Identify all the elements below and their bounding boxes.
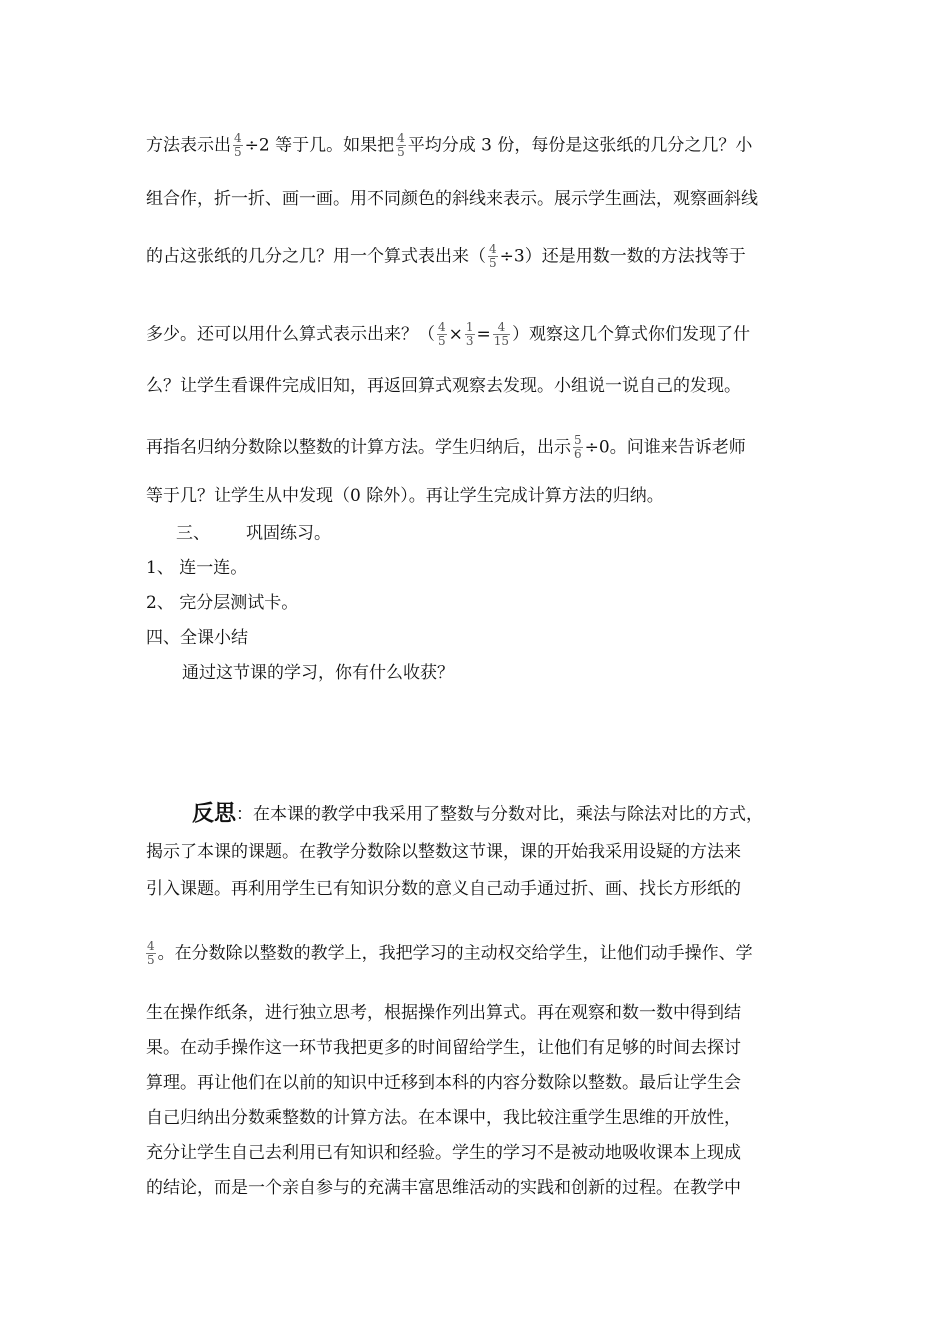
denominator: 3 bbox=[465, 334, 474, 348]
denominator: 15 bbox=[493, 334, 510, 348]
para1-line3 bbox=[146, 243, 746, 270]
denominator: 5 bbox=[438, 334, 446, 348]
fraction bbox=[573, 434, 583, 461]
reflection-line8: 自己归纳出分数乘整数的计算方法。在本课中，我比较注重学生思维的开放性， bbox=[146, 1108, 741, 1128]
text: ÷3）还是用数一数的方法找等于 bbox=[499, 246, 746, 267]
section-3-heading bbox=[176, 521, 331, 546]
reflection-line5: 生在操作纸条，进行独立思考，根据操作列出算式。再在观察和数一数中得到结 bbox=[146, 1003, 741, 1023]
list-item: 1、 连一连。 bbox=[146, 558, 248, 578]
numerator: 4 bbox=[493, 321, 510, 335]
denominator: 5 bbox=[397, 145, 405, 159]
fraction bbox=[396, 132, 406, 159]
para1-line5: 么？让学生看课件完成旧知，再返回算式观察去发现。小组说一说自己的发现。 bbox=[146, 376, 741, 396]
denominator: 5 bbox=[147, 953, 155, 967]
numerator: 4 bbox=[234, 131, 242, 145]
reflection-line4 bbox=[146, 940, 753, 967]
numerator: 4 bbox=[147, 939, 155, 953]
denominator: 6 bbox=[574, 447, 582, 461]
equals-sign: = bbox=[476, 324, 491, 345]
reflection-line7: 算理。再让他们在以前的知识中迁移到本科的内容分数除以整数。最后让学生会 bbox=[146, 1073, 741, 1093]
times-sign: × bbox=[448, 324, 463, 345]
fraction bbox=[146, 940, 156, 967]
section-number: 三、 bbox=[176, 523, 210, 544]
numerator: 4 bbox=[397, 131, 405, 145]
list-item: 2、 完分层测试卡。 bbox=[146, 593, 299, 613]
text: ÷2 等于几。如果把 bbox=[244, 135, 395, 156]
summary-question: 通过这节课的学习，你有什么收获？ bbox=[182, 663, 454, 683]
text: 多少。还可以用什么算式表示出来？（ bbox=[146, 324, 435, 345]
section-title: 巩固练习。 bbox=[246, 523, 331, 544]
numerator: 5 bbox=[574, 433, 582, 447]
reflection-line10: 的结论，而是一个亲自参与的充满丰富思维活动的实践和创新的过程。在教学中 bbox=[146, 1178, 741, 1198]
para1-line4 bbox=[146, 321, 750, 348]
fraction bbox=[233, 132, 243, 159]
reflection-line9: 充分让学生自己去利用已有知识和经验。学生的学习不是被动地吸收课本上现成 bbox=[146, 1143, 741, 1163]
numerator: 4 bbox=[438, 320, 446, 334]
fraction bbox=[488, 243, 498, 270]
colon: ： bbox=[236, 804, 254, 825]
reflection-line6: 果。在动手操作这一环节我把更多的时间留给学生，让他们有足够的时间去探讨 bbox=[146, 1038, 741, 1058]
reflection-keyword: 反思 bbox=[192, 801, 237, 827]
numerator: 4 bbox=[489, 242, 497, 256]
text: 平均分成 3 份，每份是这张纸的几分之几？小 bbox=[407, 135, 753, 156]
text: 的占这张纸的几分之几？用一个算式表出来（ bbox=[146, 246, 486, 267]
reflection-line3: 引入课题。再利用学生已有知识分数的意义自己动手通过折、画、找长方形纸的 bbox=[146, 879, 741, 899]
text: 在本课的教学中我采用了整数与分数对比，乘法与除法对比的方式， bbox=[253, 804, 764, 825]
text: ÷0。问谁来告诉老师 bbox=[584, 437, 746, 458]
text: 方法表示出 bbox=[146, 135, 231, 156]
text: 再指名归纳分数除以整数的计算方法。学生归纳后，出示 bbox=[146, 437, 571, 458]
para1-line2: 组合作，折一折、画一画。用不同颜色的斜线来表示。展示学生画法，观察画斜线 bbox=[146, 189, 758, 209]
para1-line1 bbox=[146, 132, 752, 159]
numerator: 1 bbox=[465, 320, 474, 334]
para1-line6 bbox=[146, 434, 746, 461]
reflection-line1 bbox=[192, 802, 763, 827]
text: 。在分数除以整数的教学上，我把学习的主动权交给学生，让他们动手操作、学 bbox=[157, 943, 753, 964]
reflection-line2: 揭示了本课的课题。在教学分数除以整数这节课，课的开始我采用设疑的方法来 bbox=[146, 842, 741, 862]
denominator: 5 bbox=[234, 145, 242, 159]
para1-line7: 等于几？让学生从中发现（0 除外）。再让学生完成计算方法的归纳。 bbox=[146, 486, 664, 506]
text: ）观察这几个算式你们发现了什 bbox=[512, 324, 751, 345]
fraction bbox=[493, 321, 510, 348]
fraction bbox=[465, 321, 475, 348]
section-4-heading: 四、全课小结 bbox=[146, 628, 248, 648]
denominator: 5 bbox=[489, 256, 497, 270]
fraction bbox=[437, 321, 447, 348]
